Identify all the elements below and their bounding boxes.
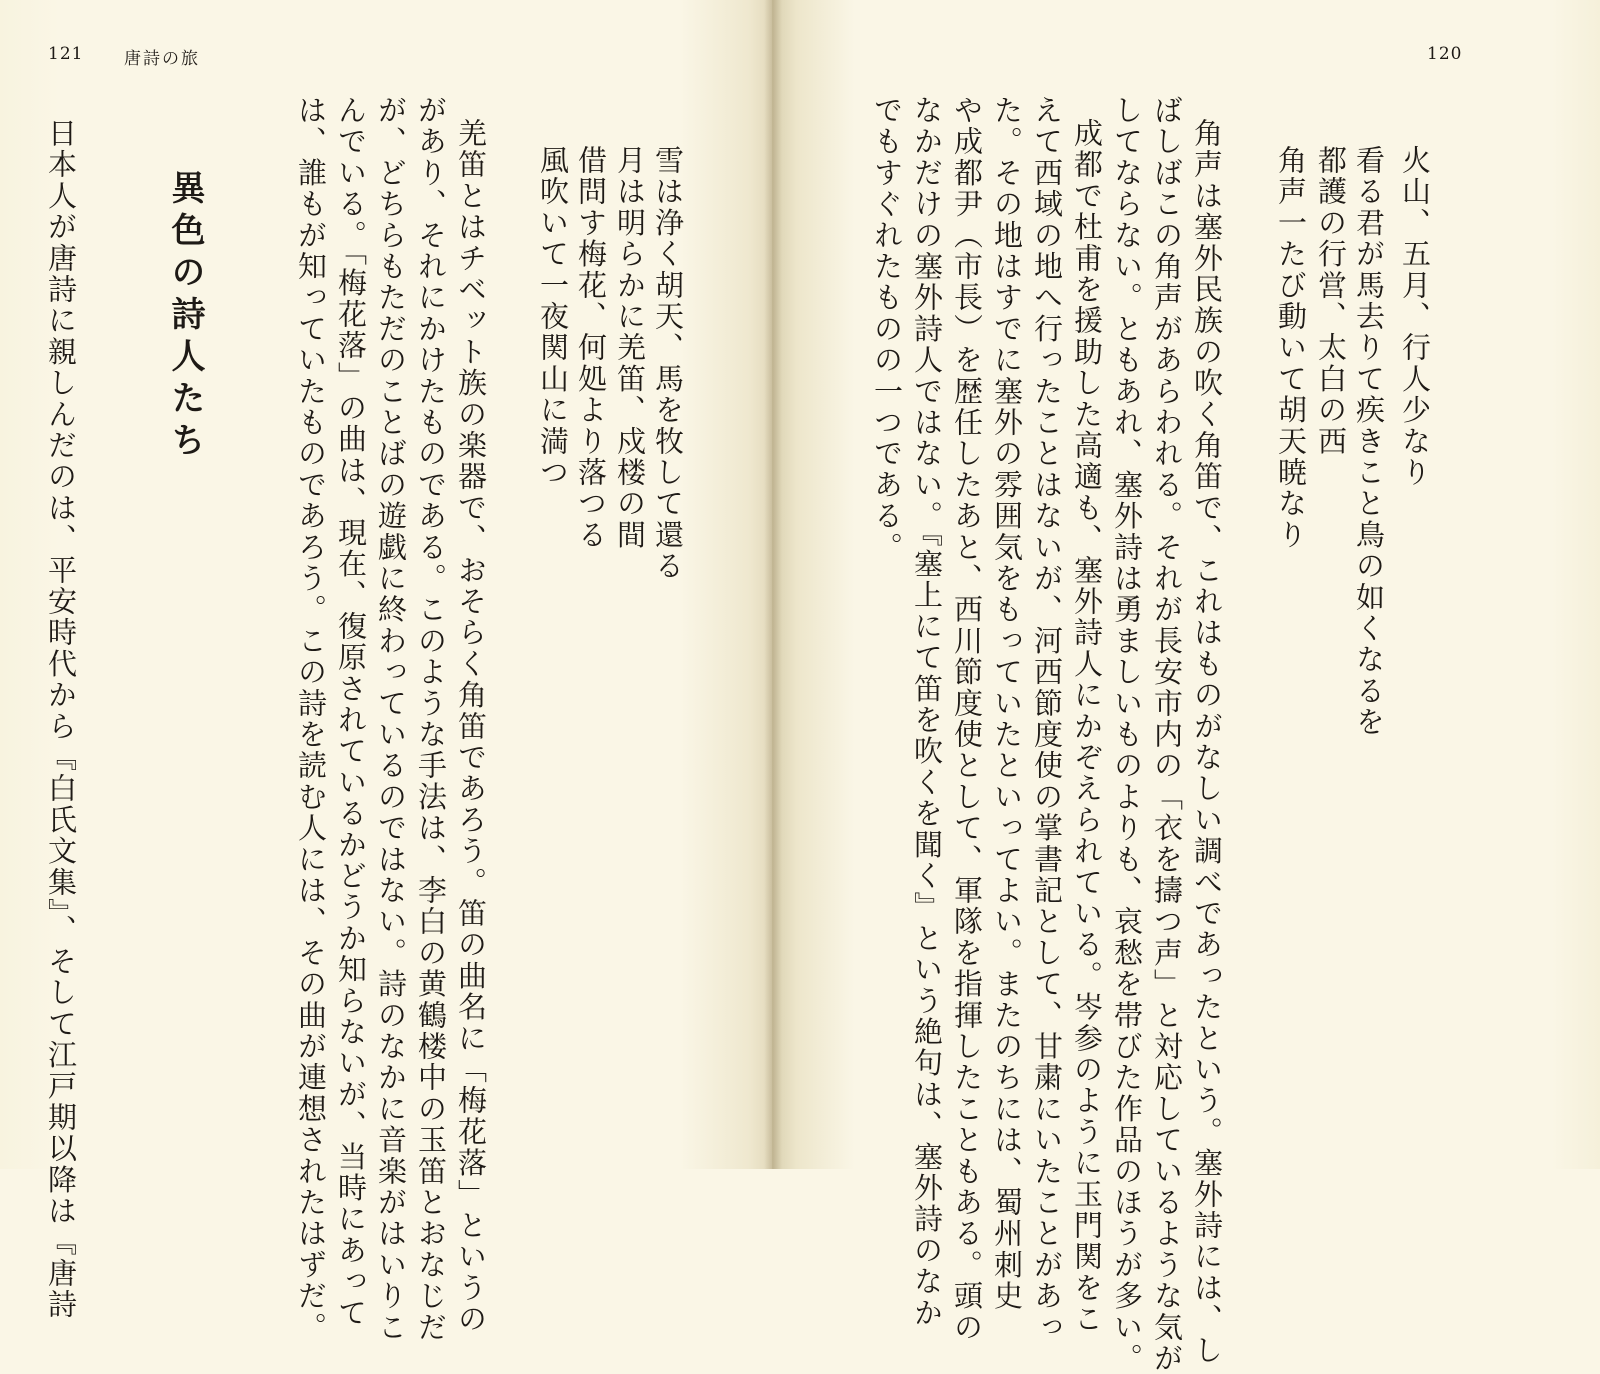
left-paragraph-line: んでいる。「梅花落」の曲は、現在、復原されているかどうか知らないが、当時にあって xyxy=(334,95,368,1329)
left-poem-line: 月は明らかに羌笛、戍楼の間 xyxy=(613,145,647,551)
left-poem-line: 借問す梅花、何処より落つる xyxy=(574,145,608,551)
right-paragraph-line: 成都で杜甫を援助した高適も、塞外詩人にかぞえられている。岑参のように玉門関をこ xyxy=(1070,118,1104,1335)
section-heading: 異色の詩人たち xyxy=(165,170,205,464)
right-poem-line: 都護の行営、太白の西 xyxy=(1314,145,1348,457)
running-title: 唐詩の旅 xyxy=(124,49,200,69)
right-paragraph-line: 角声は塞外民族の吹く角笛で、これはものがなしい調べであったという。塞外詩には、し xyxy=(1190,118,1224,1366)
left-poem-line: 風吹いて一夜関山に満つ xyxy=(536,145,570,489)
right-paragraph-line: ばしばこの角声があらわれる。それが長安市内の「衣を擣つ声」と対応しているような気が xyxy=(1150,95,1184,1374)
right-paragraph-line: でもすぐれたものの一つである。 xyxy=(870,95,904,563)
right-paragraph-line: や成都尹（市長）を歴任したあと、西川節度使として、軍隊を指揮したこともある。頭の xyxy=(950,95,984,1343)
right-poem-line: 角声一たび動いて胡天暁なり xyxy=(1274,145,1308,551)
right-page xyxy=(772,0,1600,1374)
right-poem-line: 火山、五月、行人少なり xyxy=(1398,145,1432,489)
page-number-left: 121 xyxy=(48,44,84,64)
left-page xyxy=(0,0,772,1343)
page-number-right: 120 xyxy=(1427,44,1463,64)
right-paragraph-line: してならない。ともあれ、塞外詩は勇ましいものよりも、哀愁を帯びた作品のほうが多い。 xyxy=(1110,95,1144,1374)
right-poem-line: 看る君が馬去りて疾きこと鳥の如くなるを xyxy=(1352,145,1386,738)
left-final-line: 日本人が唐詩に親しんだのは、平安時代から『白氏文集』、そして江戸期以降は『唐詩 xyxy=(44,118,78,1321)
book-gutter xyxy=(764,0,782,1169)
left-paragraph-line: が、どちらもただのことばの遊戯に終わっているのではない。詩のなかに音楽がはいりこ xyxy=(374,95,408,1343)
left-paragraph-line: があり、それにかけたものである。このような手法は、李白の黄鶴楼中の玉笛とおなじだ xyxy=(414,95,448,1343)
left-poem-line: 雪は浄く胡天、馬を牧して還る xyxy=(651,145,685,582)
right-paragraph-line: た。その地はすでに塞外の雰囲気をもっていたといってよい。またのちには、蜀州刺史 xyxy=(990,95,1024,1312)
left-paragraph-line: 羌笛とはチベット族の楽器で、おそらく角笛であろう。笛の曲名に「梅花落」というの xyxy=(454,118,488,1335)
right-paragraph-line: えて西域の地へ行ったことはないが、河西節度使の掌書記として、甘粛にいたことがあっ xyxy=(1030,95,1064,1343)
left-paragraph-line: は、誰もが知っていたものであろう。この詩を読む人には、その曲が連想されたはずだ。 xyxy=(294,95,328,1343)
right-paragraph-line: なかだけの塞外詩人ではない。『塞上にて笛を吹くを聞く』という絶句は、塞外詩のなか xyxy=(910,95,944,1329)
